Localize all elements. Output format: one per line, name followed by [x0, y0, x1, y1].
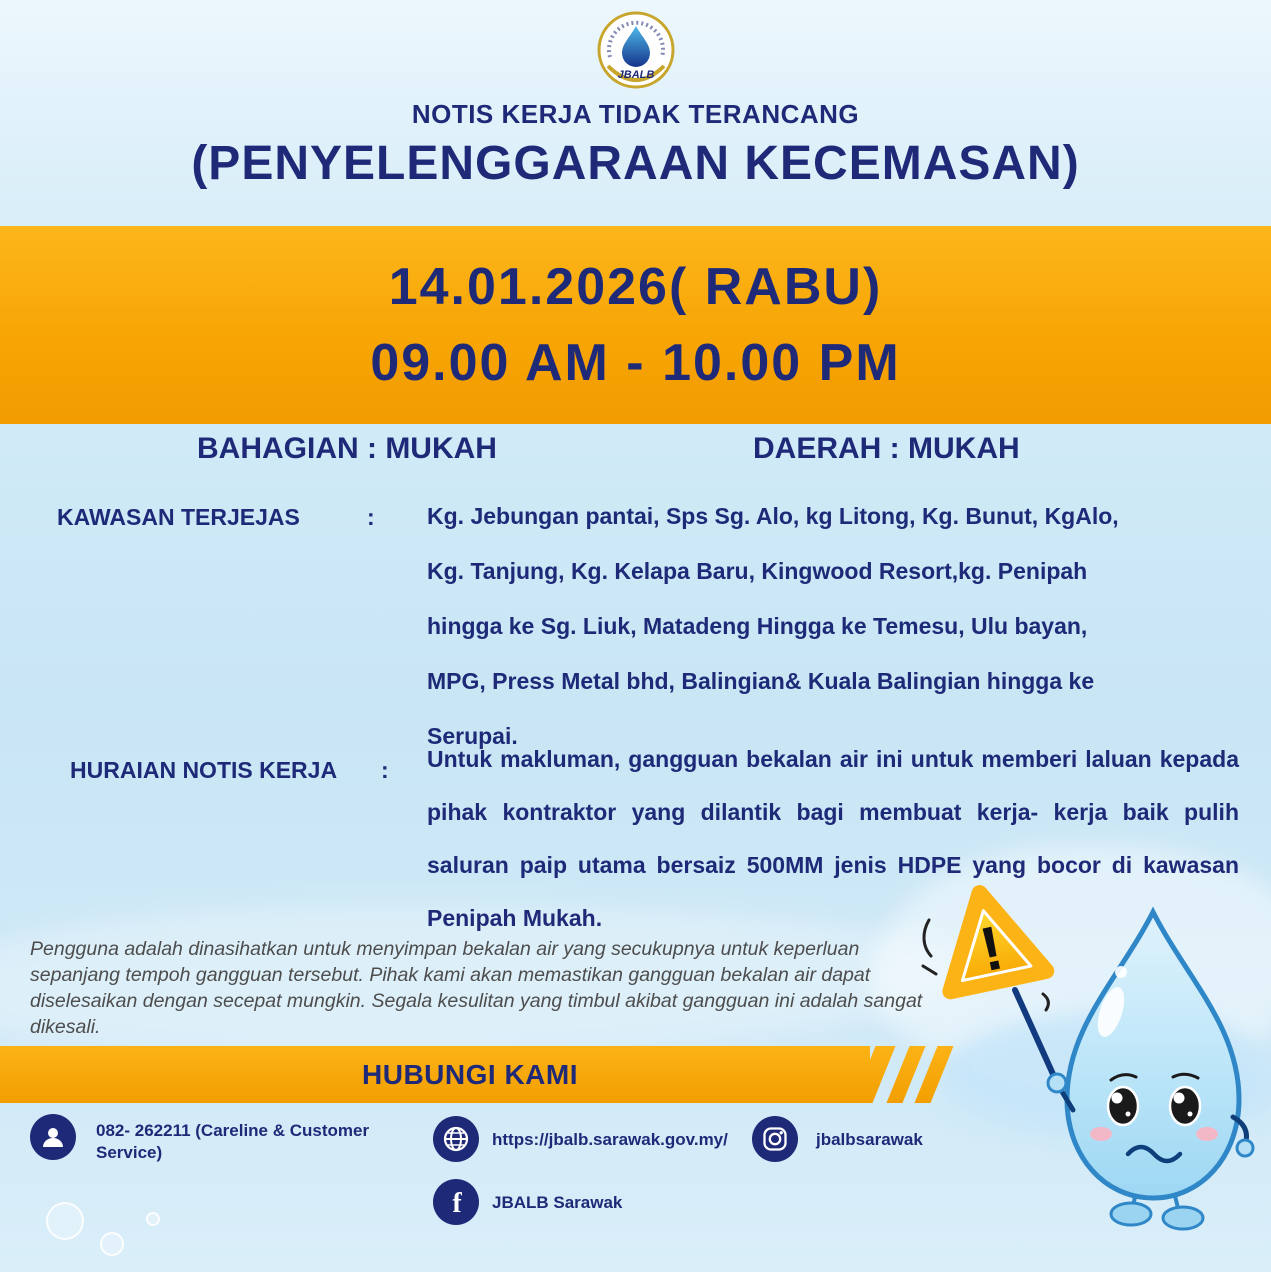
eye-glint [1112, 1093, 1123, 1104]
region-bahagian: BAHAGIAN : MUKAH [197, 432, 497, 465]
contact-heading: HUBUNGI KAMI [362, 1058, 578, 1090]
exclamation-mark: ! [974, 913, 1009, 986]
contact-banner [0, 1046, 870, 1103]
huraian-notis-label: HURAIAN NOTIS KERJA [70, 757, 338, 783]
cheek [1090, 1127, 1112, 1141]
hand [1048, 1074, 1066, 1092]
motion-line-decoration [1043, 994, 1048, 1010]
kawasan-colon: : [367, 504, 375, 530]
foot [1163, 1207, 1203, 1229]
foot [1111, 1203, 1151, 1225]
cheek [1196, 1127, 1218, 1141]
website-url-text: https://jbalb.sarawak.gov.my/ [492, 1130, 728, 1149]
jbalb-logo-icon [596, 10, 676, 92]
disclaimer-text: Pengguna adalah dinasihatkan untuk menyimpan bekalan air yang secukupnya untuk keperluan sepanjang tempoh gangguan tersebut. Pihak kami akan memastikan gangguan bekalan air dapat diselesaikan dengan secepat mungkin. Segala kesulitan yang timbul akibat gangguan ini adalah sangat dikesali. [30, 938, 923, 1038]
schedule-time: 09.00 AM - 10.00 PM [370, 334, 901, 392]
schedule-banner [0, 226, 1271, 424]
water-drop-mascot [915, 862, 1265, 1262]
schedule-date: 14.01.2026( RABU) [388, 258, 883, 316]
facebook-name-text: JBALB Sarawak [492, 1193, 623, 1212]
warning-triangle-icon [932, 883, 1047, 993]
eye-glint [1174, 1093, 1185, 1104]
huraian-notis-text: Untuk makluman, gangguan bekalan air ini untuk memberi laluan kepada pihak kontraktor yang dilantik bagi membuat kerja- kerja baik pulih saluran paip utama bersaiz 500MM jenis HDPE yang bocor di kawasan Penipah Mukah. [427, 746, 1239, 931]
facebook-icon [433, 1179, 479, 1225]
poster-title: (PENYELENGGARAAN KECEMASAN) [191, 137, 1080, 190]
region-daerah: DAERAH : MUKAH [753, 432, 1020, 465]
drop-highlight [1115, 966, 1127, 978]
bubble-decoration [146, 1212, 160, 1226]
instagram-icon [752, 1116, 798, 1162]
instagram-handle-text: jbalbsarawak [816, 1130, 923, 1149]
eye [1170, 1087, 1200, 1125]
facebook-f-glyph: f [452, 1188, 462, 1219]
huraian-colon: : [381, 757, 389, 783]
eye [1108, 1087, 1138, 1125]
motion-line-decoration [923, 966, 936, 974]
kawasan-terjejas-text: Kg. Jebungan pantai, Sps Sg. Alo, kg Litong, Kg. Bunut, KgAlo, Kg. Tanjung, Kg. Kelapa Baru, Kingwood Resort,kg. Penipah hingga ke Sg. Liuk, Matadeng Hingga ke Temesu, Ulu bayan, MPG, Press Metal bhd, Balingian& Kuala Balingian hingga ke Serupai. [427, 503, 1119, 749]
phone-number-text: 082- 262211 (Careline & Customer Service) [96, 1121, 370, 1162]
hand [1237, 1140, 1253, 1156]
motion-line-decoration [924, 920, 931, 956]
eye-glint [1188, 1112, 1193, 1117]
globe-icon [433, 1116, 479, 1162]
logo-text: JBALB [617, 69, 655, 81]
customer-service-person-icon [30, 1114, 76, 1160]
sign-stick [1015, 990, 1057, 1083]
bubble-decoration [46, 1202, 84, 1240]
bubble-decoration [100, 1232, 124, 1256]
notice-type-heading: NOTIS KERJA TIDAK TERANCANG [411, 99, 860, 129]
eye-glint [1126, 1112, 1131, 1117]
kawasan-terjejas-label: KAWASAN TERJEJAS [57, 504, 300, 530]
